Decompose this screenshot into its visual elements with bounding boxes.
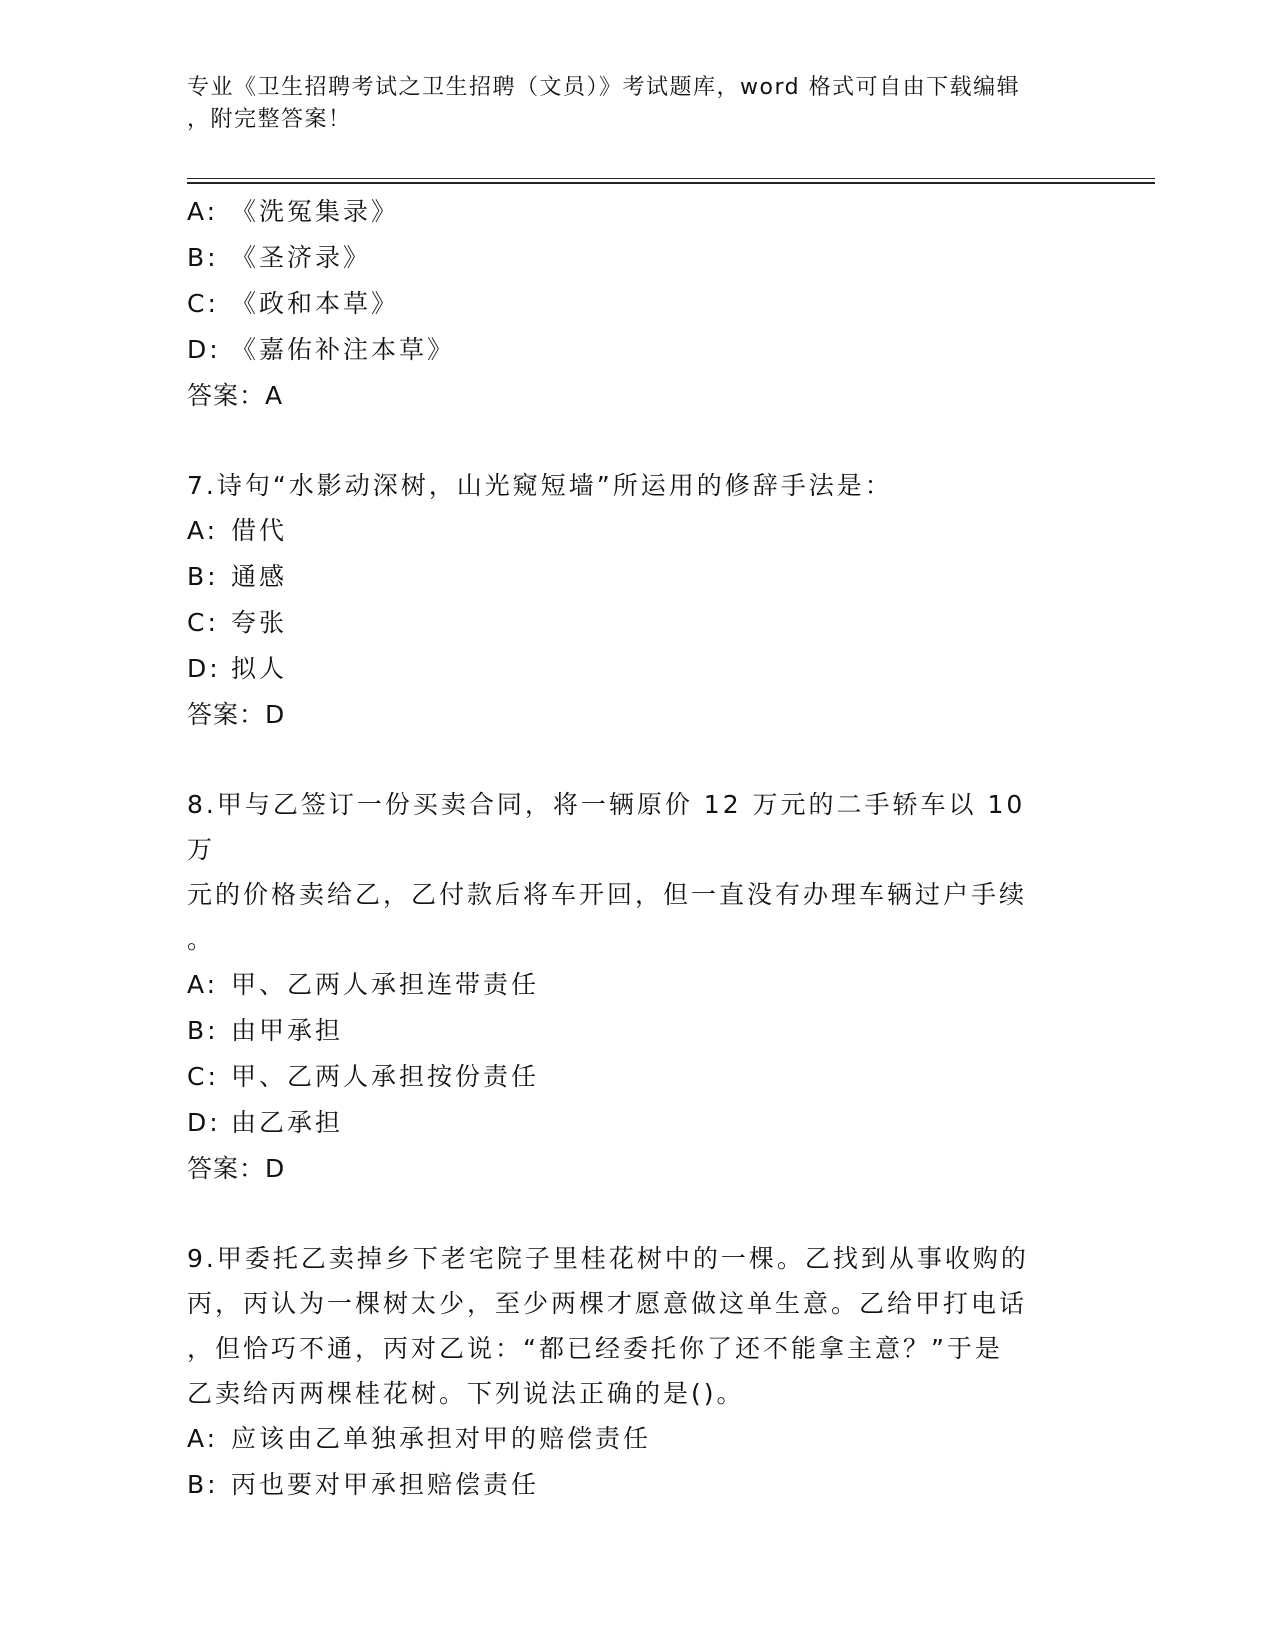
question-line: 元的价格卖给乙，乙付款后将车开回，但一直没有办理车辆过户手续 — [187, 880, 1028, 909]
question-8-block — [187, 782, 1067, 1192]
option-c: C: 夸张 — [187, 608, 288, 637]
option-d: D: 拟人 — [187, 654, 288, 683]
option-d: D: 由乙承担 — [187, 1108, 344, 1137]
question-6-block — [187, 189, 1067, 419]
answer-line: 答案：A — [187, 381, 284, 410]
question-text — [187, 1236, 1057, 1416]
option-a: A: 《洗冤集录》 — [187, 197, 400, 226]
question-line: 8.甲与乙签订一份买卖合同，将一辆原价 12 万元的二手轿车以 10 万 — [187, 790, 1026, 864]
exam-content — [187, 189, 1067, 1508]
header-divider-thick — [187, 182, 1155, 184]
header-line-2: ，附完整答案！ — [187, 107, 352, 132]
question-line: 乙卖给丙两棵桂花树。下列说法正确的是()。 — [187, 1379, 745, 1408]
document-header — [187, 72, 1067, 136]
option-b: B: 《圣济录》 — [187, 243, 372, 272]
question-line: 丙，丙认为一棵树太少，至少两棵才愿意做这单生意。乙给甲打电话 — [187, 1289, 1028, 1318]
option-d: D: 《嘉佑补注本草》 — [187, 335, 456, 364]
question-line: 。 — [187, 925, 216, 954]
option-b: B: 由甲承担 — [187, 1016, 344, 1045]
question-text — [187, 782, 1057, 962]
header-divider-thin — [187, 178, 1155, 179]
question-text: 7.诗句“水影动深树，山光窥短墙”所运用的修辞手法是： — [187, 471, 893, 500]
question-7-block — [187, 463, 1067, 738]
option-b: B: 丙也要对甲承担赔偿责任 — [187, 1470, 540, 1499]
option-c: C: 甲、乙两人承担按份责任 — [187, 1062, 540, 1091]
answer-line: 答案：D — [187, 700, 286, 729]
option-b: B: 通感 — [187, 562, 288, 591]
option-a: A: 应该由乙单独承担对甲的赔偿责任 — [187, 1424, 652, 1453]
header-line-1: 专业《卫生招聘考试之卫生招聘（文员）》考试题库，word 格式可自由下载编辑 — [187, 75, 1021, 100]
option-a: A: 借代 — [187, 516, 288, 545]
option-a: A: 甲、乙两人承担连带责任 — [187, 970, 540, 999]
question-9-block — [187, 1236, 1067, 1508]
answer-line: 答案：D — [187, 1154, 286, 1183]
option-c: C: 《政和本草》 — [187, 289, 400, 318]
question-line: 9.甲委托乙卖掉乡下老宅院子里桂花树中的一棵。乙找到从事收购的 — [187, 1244, 1029, 1273]
question-line: ，但恰巧不通，丙对乙说：“都已经委托你了还不能拿主意？”于是 — [187, 1334, 1003, 1363]
